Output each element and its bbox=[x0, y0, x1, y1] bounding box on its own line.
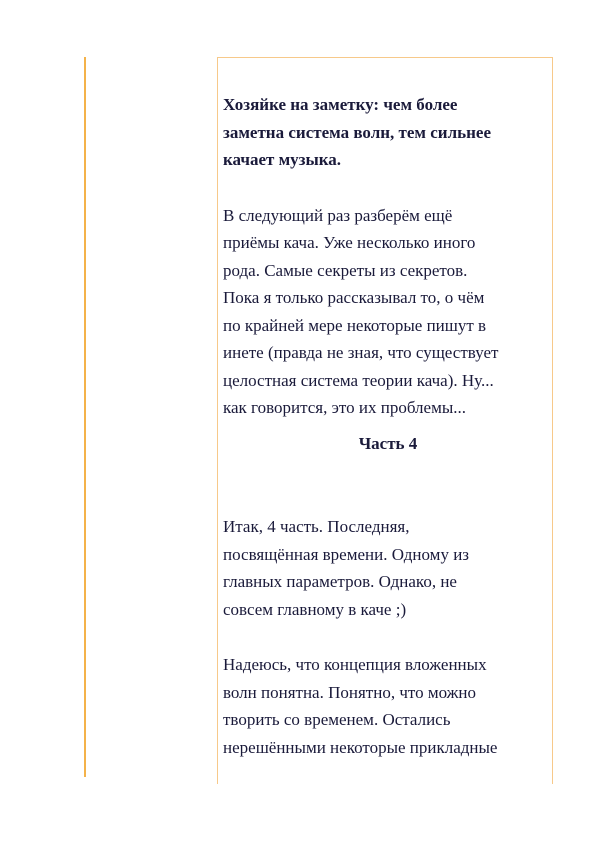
spacer bbox=[223, 457, 553, 513]
body-paragraph: Надеюсь, что концепция вложенных волн понятна. Понятно, что можно творить со временем. Остались нерешёнными некоторые прикладные bbox=[223, 655, 498, 757]
spacer bbox=[223, 174, 553, 202]
spacer bbox=[223, 422, 553, 430]
body-paragraph: Итак, 4 часть. Последняя, посвящённая времени. Одному из главных параметров. Однако, не совсем главному в каче ;) bbox=[223, 517, 470, 619]
text-column bbox=[223, 91, 553, 761]
left-margin-rule bbox=[84, 57, 86, 777]
spacer bbox=[223, 623, 553, 651]
note-paragraph: Хозяйке на заметку: чем более заметна система волн, тем сильнее качает музыка. bbox=[223, 95, 491, 169]
body-paragraph: В следующий раз разберём ещё приёмы кача. Уже несколько иного рода. Самые секреты из секретов. Пока я только рассказывал то, о чём по крайней мере некоторые пишут в инете (правда не зная, что существует целостная система теории кача). Ну... как говорится, это их проблемы... bbox=[223, 205, 499, 417]
section-heading: Часть 4 bbox=[358, 433, 418, 453]
